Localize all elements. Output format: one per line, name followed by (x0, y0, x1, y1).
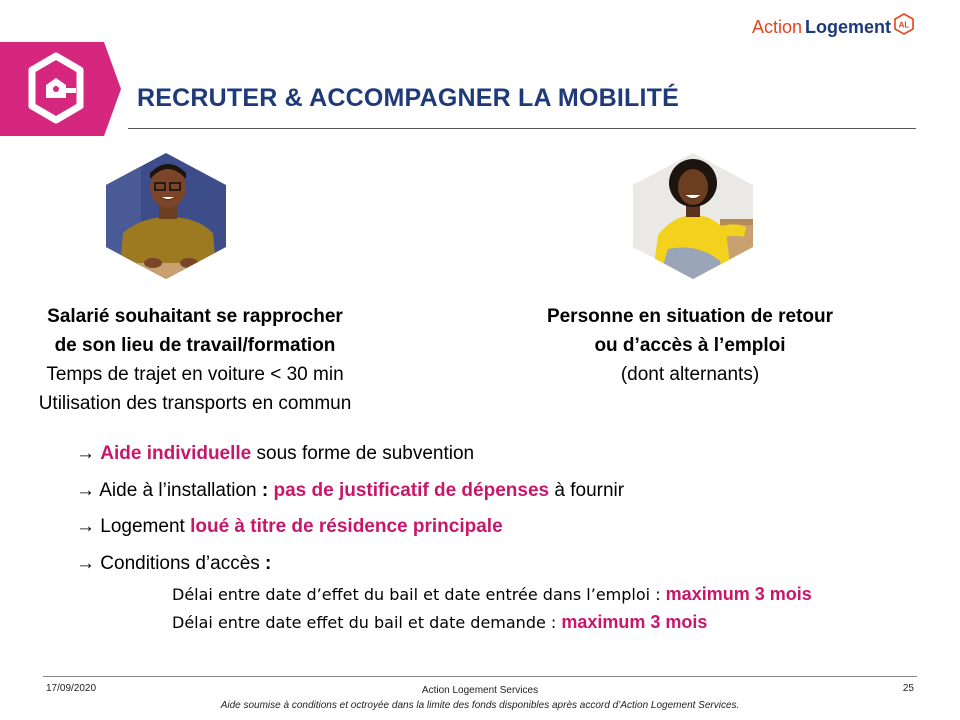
photo-job-seeker (628, 151, 759, 286)
bullet-text: Logement (95, 516, 191, 537)
bullet-colon: : (265, 553, 272, 574)
page-title: RECRUTER & ACCOMPAGNER LA MOBILITÉ (137, 84, 679, 112)
bullet-conditions (76, 553, 271, 575)
footer-company: Action Logement Services (421, 685, 539, 696)
arrow-right-icon: → (76, 516, 95, 537)
condition-text: Délai entre date d’effet du bail et date entrée dans l’emploi : (172, 585, 666, 604)
profile-employee-line3: Temps de trajet en voiture < 30 min (46, 364, 344, 385)
arrow-right-icon: → (76, 480, 95, 501)
profile-job-seeker (505, 302, 875, 389)
condition-text: Délai entre date effet du bail et date demande : (172, 613, 562, 632)
bullet-aid-type (76, 443, 474, 465)
bullet-text-end: à fournir (549, 480, 625, 501)
condition-request-delay (172, 612, 707, 633)
arrow-right-icon: → (76, 553, 95, 574)
bullet-text: Conditions d’accès (95, 553, 266, 574)
footer-divider (43, 676, 917, 677)
profile-employee (10, 302, 380, 418)
condition-highlight: maximum 3 mois (665, 584, 812, 604)
title-divider (128, 128, 916, 129)
condition-employment-delay (172, 584, 812, 605)
profile-job-seeker-line3: (dont alternants) (620, 364, 760, 385)
bullet-highlight: loué à titre de résidence principale (190, 516, 503, 537)
bullet-highlight: pas de justificatif de dépenses (273, 480, 550, 501)
bullet-highlight: Aide individuelle (100, 443, 252, 464)
svg-text:AL: AL (898, 20, 910, 30)
bullet-housing (76, 516, 503, 538)
profile-employee-line2: de son lieu de travail/formation (54, 335, 336, 356)
profile-employee-line1: Salarié souhaitant se rapprocher (47, 306, 343, 327)
action-logement-logo (752, 17, 914, 38)
bullet-text: Aide à l’installation (95, 480, 262, 501)
bullet-text: sous forme de subvention (251, 443, 475, 464)
section-badge (0, 42, 121, 136)
bullet-colon: : (261, 480, 269, 501)
profile-employee-line4: Utilisation des transports en commun (38, 393, 352, 414)
footer-disclaimer: Aide soumise à conditions et octroyée dans la limite des fonds disponibles après accord d’Action Logement Services. (220, 700, 740, 711)
arrow-right-icon: → (76, 443, 95, 464)
bullet-installation-aid (76, 480, 624, 502)
logo-text-action: Action (751, 17, 802, 37)
photo-employee (101, 151, 232, 286)
logo-text-logement: Logement (804, 17, 891, 37)
page-number: 25 (902, 683, 914, 694)
profile-job-seeker-line1: Personne en situation de retour (546, 306, 834, 327)
profile-job-seeker-line2: ou d’accès à l’emploi (594, 335, 786, 356)
condition-highlight: maximum 3 mois (561, 612, 708, 632)
logo-mark-icon (894, 13, 914, 35)
footer-date: 17/09/2020 (46, 683, 97, 694)
